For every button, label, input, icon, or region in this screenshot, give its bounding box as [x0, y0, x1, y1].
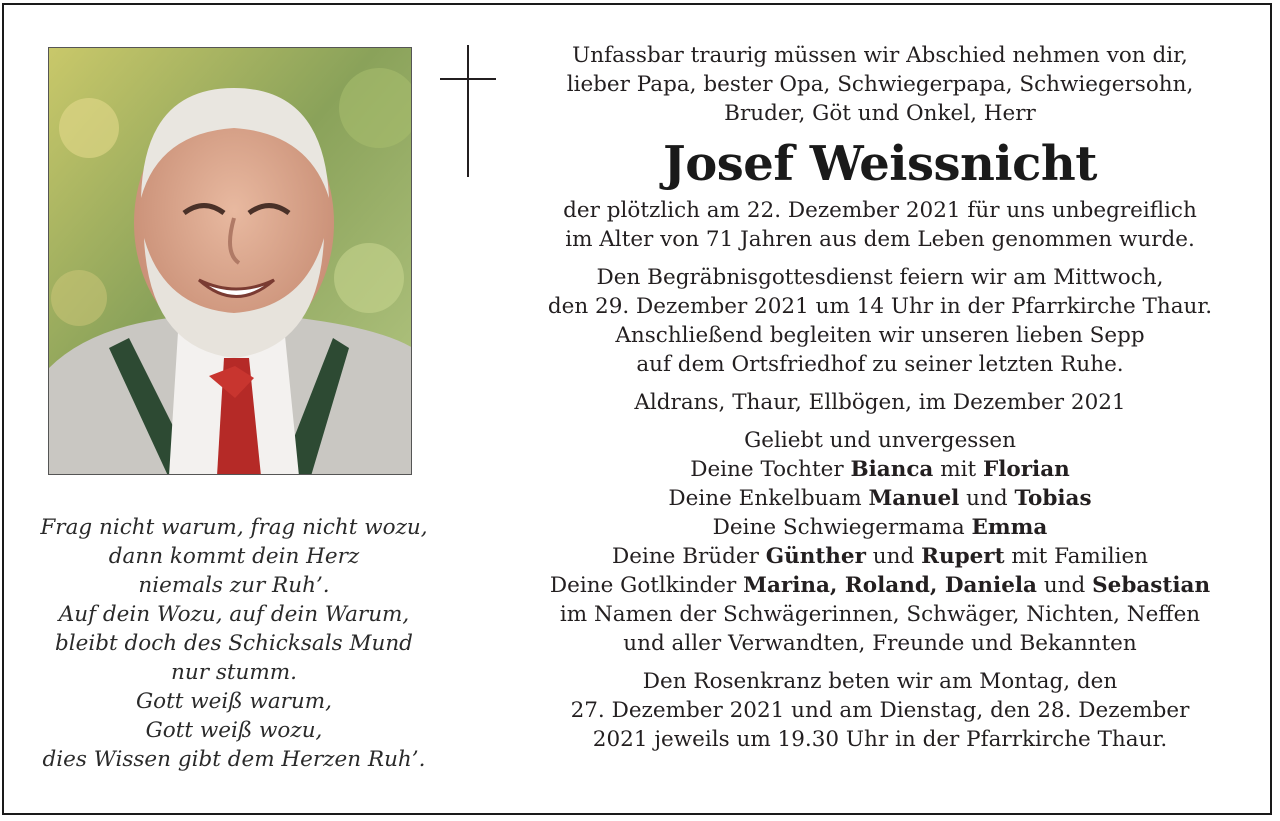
mourner-line-mother-in-law: Deine Schwiegermama Emma: [712, 515, 1048, 540]
death-line: der plötzlich am 22. Dezember 2021 für uns unbegreiflich: [563, 198, 1197, 223]
portrait-illustration: [49, 48, 412, 475]
poem-line: Frag nicht warum, frag nicht wozu,: [40, 515, 428, 540]
poem-line: dann kommt dein Herz: [108, 544, 360, 569]
obituary-card: [2, 3, 1272, 815]
funeral-line: auf dem Ortsfriedhof zu seiner letzten Ruhe.: [636, 352, 1124, 377]
mourner-closing-line: und aller Verwandten, Freunde und Bekannten: [623, 631, 1137, 656]
poem-line: nur stumm.: [171, 660, 297, 685]
mourner-closing-line: im Namen der Schwägerinnen, Schwäger, Nichten, Neffen: [559, 602, 1201, 627]
poem-line: dies Wissen gibt dem Herzen Ruh’.: [42, 747, 426, 772]
poem-line: Gott weiß warum,: [136, 689, 332, 714]
funeral-line: Anschließend begleiten wir unseren lieben Sepp: [615, 323, 1145, 348]
poem-line: Gott weiß wozu,: [145, 718, 323, 743]
rosary-line: Den Rosenkranz beten wir am Montag, den: [642, 669, 1118, 694]
place-date: Aldrans, Thaur, Ellbögen, im Dezember 2021: [634, 390, 1126, 415]
poem-line: niemals zur Ruh’.: [138, 573, 330, 598]
mourner-line-brothers: Deine Brüder Günther und Rupert mit Familien: [611, 544, 1149, 569]
intro-line: Bruder, Göt und Onkel, Herr: [724, 101, 1036, 126]
rosary-line: 27. Dezember 2021 und am Dienstag, den 28. Dezember: [570, 698, 1190, 723]
deceased-name: Josef Weissnicht: [663, 136, 1097, 192]
mourner-line-daughter: Deine Tochter Bianca mit Florian: [690, 457, 1070, 482]
funeral-line: den 29. Dezember 2021 um 14 Uhr in der Pfarrkirche Thaur.: [547, 294, 1213, 319]
mourners-heading: Geliebt und unvergessen: [744, 428, 1016, 453]
poem: [24, 513, 444, 774]
funeral-line: Den Begräbnisgottesdienst feiern wir am Mittwoch,: [596, 265, 1164, 290]
rosary-line: 2021 jeweils um 19.30 Uhr in der Pfarrkirche Thaur.: [592, 727, 1168, 752]
obituary-text: [514, 41, 1246, 754]
intro-line: lieber Papa, bester Opa, Schwiegerpapa, Schwiegersohn,: [566, 72, 1194, 97]
mourner-line-godchildren: Deine Gotlkinder Marina, Roland, Daniela und Sebastian: [549, 573, 1211, 598]
intro-line: Unfassbar traurig müssen wir Abschied nehmen von dir,: [572, 43, 1188, 68]
poem-line: Auf dein Wozu, auf dein Warum,: [58, 602, 410, 627]
death-line: im Alter von 71 Jahren aus dem Leben genommen wurde.: [565, 227, 1195, 252]
poem-line: bleibt doch des Schicksals Mund: [55, 631, 413, 656]
portrait-photo: [48, 47, 412, 475]
mourner-line-grandsons: Deine Enkelbuam Manuel und Tobias: [668, 486, 1092, 511]
cross-icon: [438, 45, 498, 177]
